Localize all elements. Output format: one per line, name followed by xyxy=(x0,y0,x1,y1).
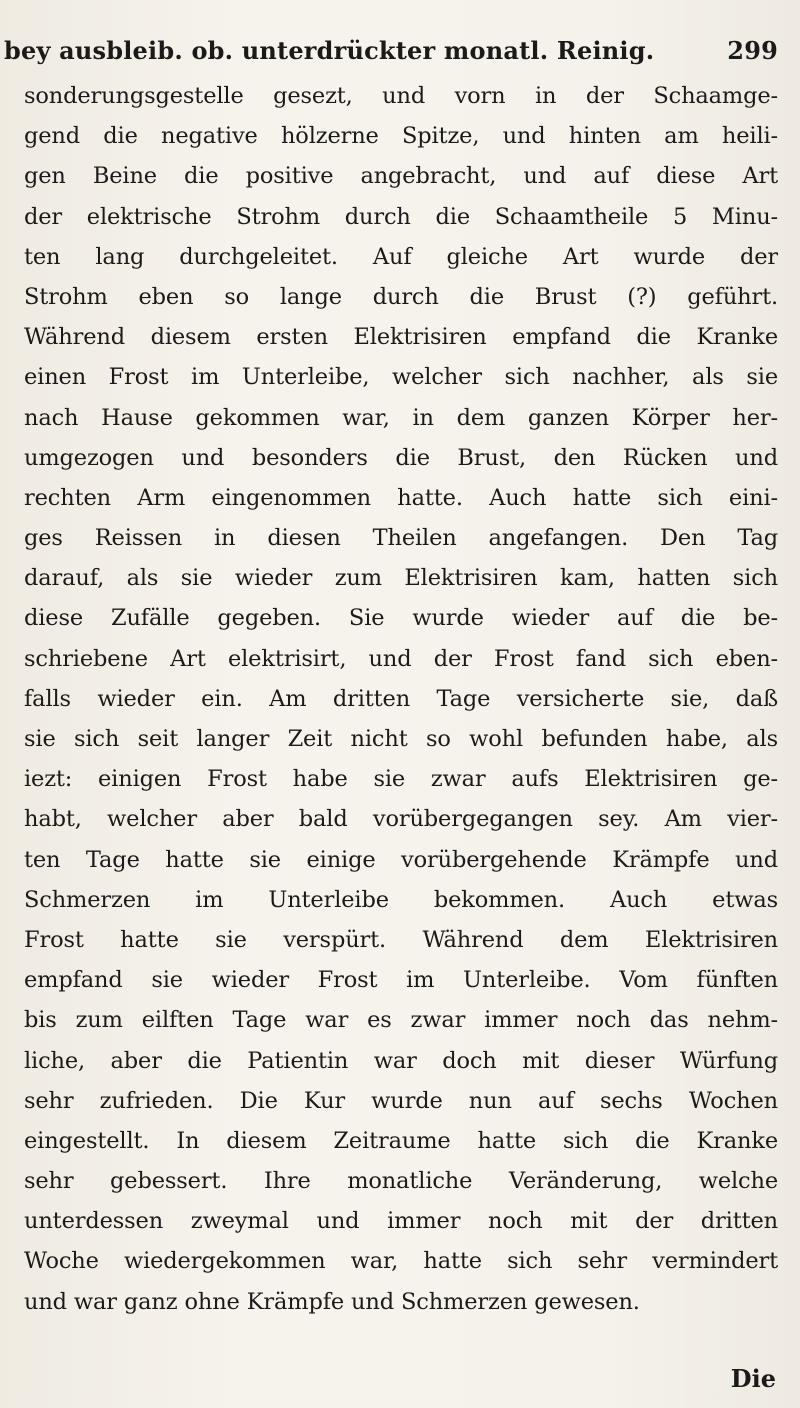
running-head xyxy=(4,36,778,66)
text-line: iezt: einigen Frost habe sie zwar aufs Elektrisiren ge- xyxy=(24,766,778,793)
text-line: habt, welcher aber bald vorübergegangen sey. Am vier- xyxy=(24,806,778,833)
text-line: falls wieder ein. Am dritten Tage versicherte sie, daß xyxy=(24,685,778,712)
text-line: unterdessen zweymal und immer noch mit der dritten xyxy=(24,1208,778,1235)
text-line: schriebene Art elektrisirt, und der Frost fand sich eben- xyxy=(24,645,778,672)
text-line: Strohm eben so lange durch die Brust (?) geführt. xyxy=(24,283,778,310)
text-line: ges Reissen in diesen Theilen angefangen. Den Tag xyxy=(24,525,778,552)
text-line: empfand sie wieder Frost im Unterleibe. Vom fünften xyxy=(24,967,778,994)
text-line: gend die negative hölzerne Spitze, und hinten am heili- xyxy=(24,123,778,150)
text-line: umgezogen und besonders die Brust, den Rücken und xyxy=(24,444,778,471)
text-line: nach Hause gekommen war, in dem ganzen Körper her- xyxy=(24,404,778,431)
text-line: ten Tage hatte sie einige vorübergehende Krämpfe und xyxy=(24,846,778,873)
body-text xyxy=(24,76,778,1322)
text-line: und war ganz ohne Krämpfe und Schmerzen gewesen. xyxy=(24,1288,640,1315)
text-line: diese Zufälle gegeben. Sie wurde wieder auf die be- xyxy=(24,605,778,632)
text-line: sonderungsgestelle gesezt, und vorn in der Schaamge- xyxy=(24,83,778,109)
text-line: einen Frost im Unterleibe, welcher sich nachher, als sie xyxy=(24,364,778,391)
page-number: 299 xyxy=(727,36,778,65)
text-line: gen Beine die positive angebracht, und auf diese Art xyxy=(24,163,778,190)
text-line: sehr gebessert. Ihre monatliche Veränderung, welche xyxy=(24,1168,778,1195)
text-line: sie sich seit langer Zeit nicht so wohl befunden habe, als xyxy=(24,726,778,752)
text-line: Während diesem ersten Elektrisiren empfand die Kranke xyxy=(24,324,778,351)
text-line: sehr zufrieden. Die Kur wurde nun auf sechs Wochen xyxy=(24,1087,778,1114)
text-line: ten lang durchgeleitet. Auf gleiche Art wurde der xyxy=(24,243,778,270)
catchword: Die xyxy=(730,1364,776,1393)
text-line: Frost hatte sie verspürt. Während dem Elektrisiren xyxy=(24,926,778,953)
text-line: rechten Arm eingenommen hatte. Auch hatte sich eini- xyxy=(24,484,778,511)
text-line: der elektrische Strohm durch die Schaamtheile 5 Minu- xyxy=(24,203,778,230)
text-line: eingestellt. In diesem Zeitraume hatte sich die Kranke xyxy=(24,1127,778,1154)
running-title: bey ausbleib. ob. unterdrückter monatl. Reinig. xyxy=(4,36,655,65)
text-line: Woche wiedergekommen war, hatte sich sehr vermindert xyxy=(24,1248,778,1275)
text-line: liche, aber die Patientin war doch mit dieser Würfung xyxy=(24,1047,778,1074)
text-line: bis zum eilften Tage war es zwar immer noch das nehm- xyxy=(24,1007,778,1034)
text-line: Schmerzen im Unterleibe bekommen. Auch etwas xyxy=(24,886,778,913)
text-line: darauf, als sie wieder zum Elektrisiren kam, hatten sich xyxy=(24,565,778,592)
